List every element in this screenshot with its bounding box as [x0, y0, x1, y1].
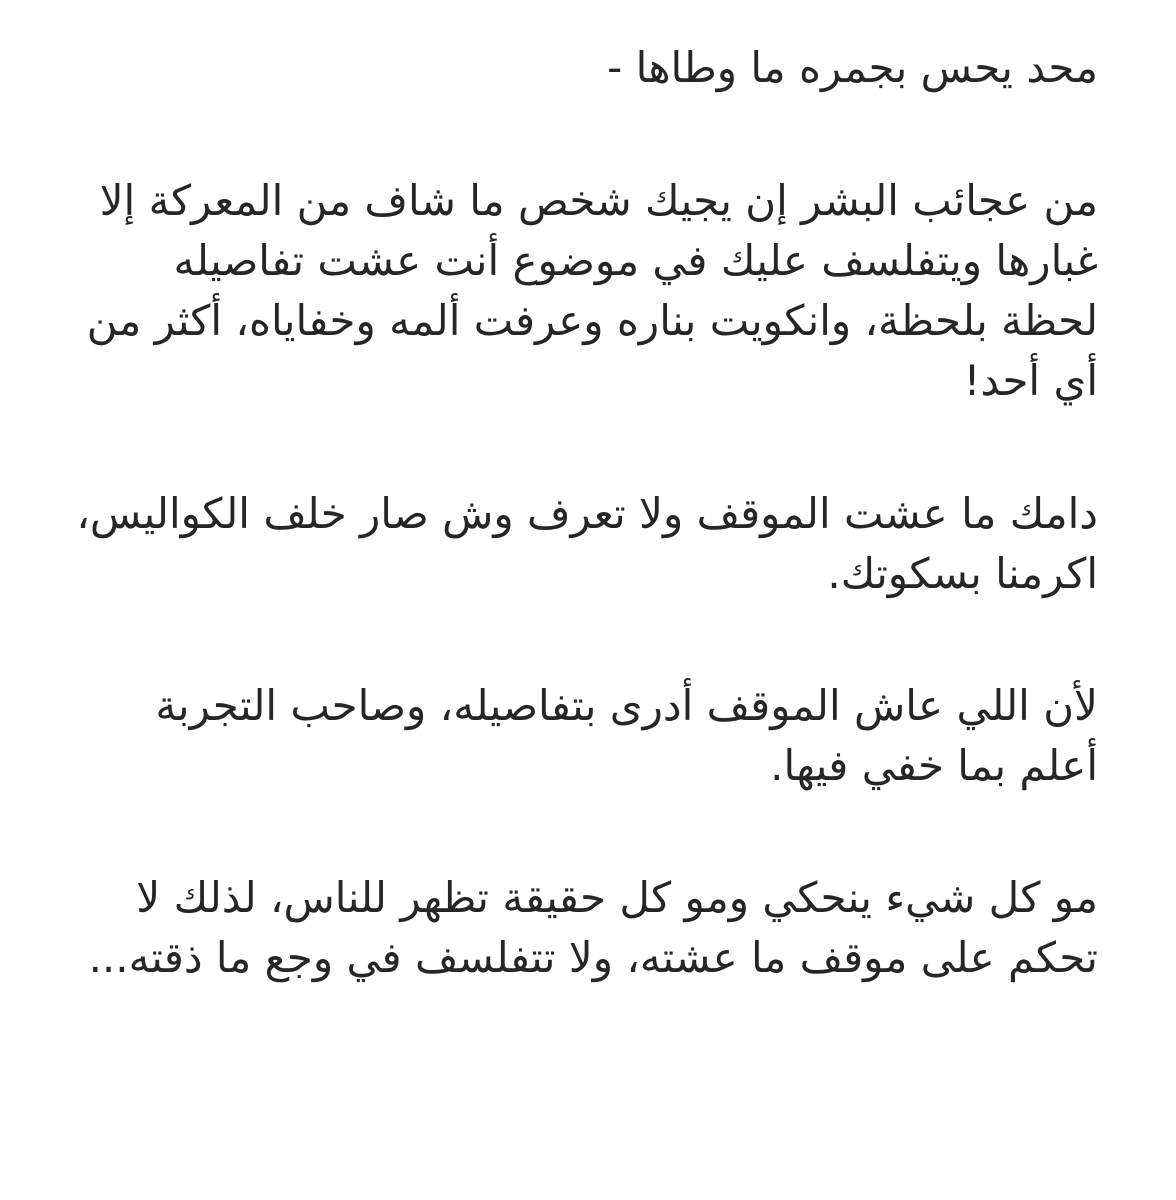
note-line: دامك ما عشت الموقف ولا تعرف وش صار خلف الكواليس، — [76, 489, 1098, 538]
note-line: مو كل شيء ينحكي ومو كل حقيقة تظهر للناس، لذلك لا — [136, 873, 1098, 922]
note-line: لحظة بلحظة، وانكويت بناره وعرفت ألمه وخفاياه، أكثر من — [86, 296, 1098, 345]
note-paragraph — [70, 38, 1098, 98]
note-line: تحكم على موقف ما عشته، ولا تتفلسف في وجع ما ذقته... — [88, 933, 1098, 982]
note-paragraph — [70, 868, 1098, 988]
note-line: أعلم بما خفي فيها. — [770, 741, 1098, 790]
note-paragraph — [70, 676, 1098, 796]
note-line: اكرمنا بسكوتك. — [827, 549, 1098, 598]
note-line: محد يحس بجمره ما وطاها - — [607, 43, 1098, 92]
note-line: لأن اللي عاش الموقف أدرى بتفاصيله، وصاحب التجربة — [155, 681, 1098, 730]
note-paragraph — [70, 484, 1098, 604]
note-line: أي أحد! — [963, 356, 1098, 405]
note-line: غبارها ويتفلسف عليك في موضوع أنت عشت تفاصيله — [173, 236, 1098, 285]
note-line: من عجائب البشر إن يجيك شخص ما شاف من المعركة إلا — [99, 176, 1098, 225]
note-paragraph — [70, 171, 1098, 411]
